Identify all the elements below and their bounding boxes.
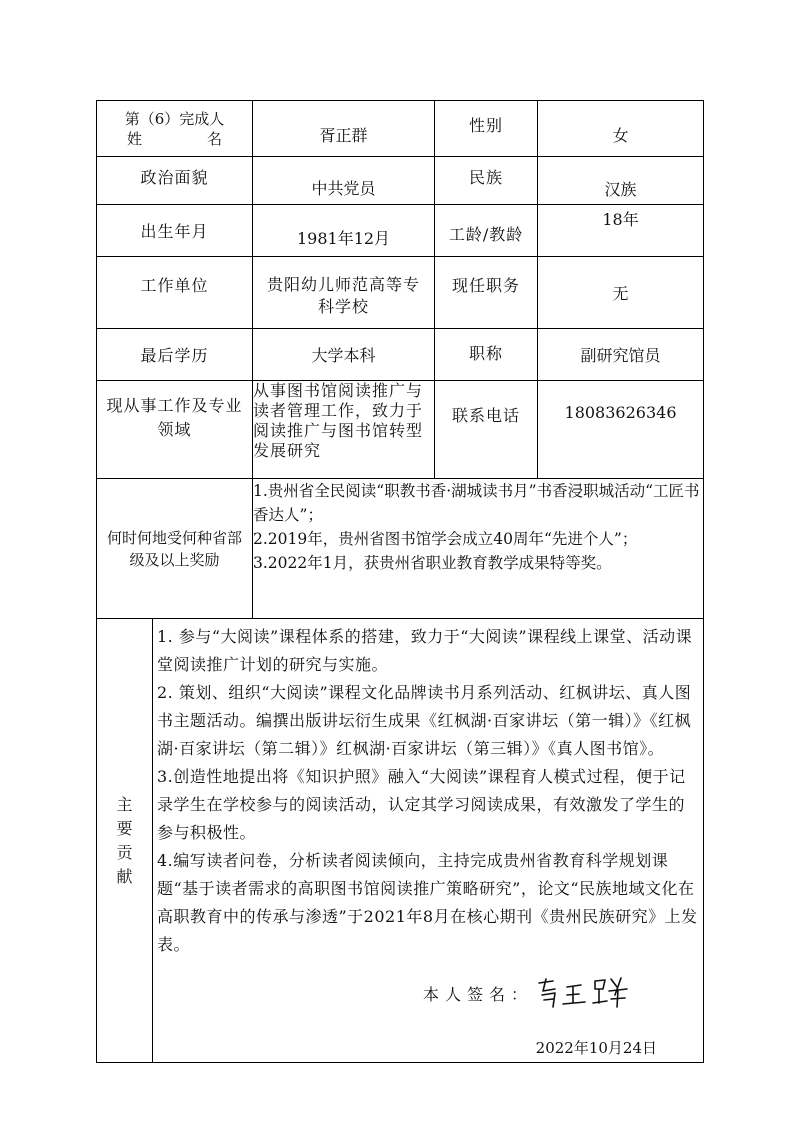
contrib-content <box>153 619 704 1063</box>
phone-label: 联系电话 <box>435 381 538 479</box>
position-value: 无 <box>538 257 704 329</box>
row-education <box>97 329 704 381</box>
political-label: 政治面貌 <box>97 157 253 205</box>
seniority-label: 工龄/教龄 <box>435 205 538 257</box>
row-contributions <box>97 619 704 1063</box>
personnel-form-table <box>96 100 704 1063</box>
contrib-item: 3.创造性地提出将《知识护照》融入“大阅读”课程育人模式过程，便于记录学生在学校参与的阅读活动，认定其学习阅读成果，有效激发了学生的参与积极性。 <box>157 767 686 842</box>
award-item: 3.2022年1月，获贵州省职业教育教学成果特等奖。 <box>253 554 612 572</box>
seniority-value: 18年 <box>538 205 704 257</box>
contrib-label-cell <box>97 619 153 1063</box>
awards-label-text: 何时何地受何种省部级及以上奖励 <box>107 528 243 569</box>
contrib-item: 4.编写读者问卷，分析读者阅读倾向，主持完成贵州省教育科学规划课题“基于读者需求的高职图书馆阅读推广策略研究”，论文“民族地域文化在高职教育中的传承与渗透”于2021年8月在核心期刊《贵州民族研究》上发表。 <box>157 851 698 954</box>
award-item: 2.2019年，贵州省图书馆学会成立40周年“先进个人”； <box>253 530 638 548</box>
contrib-item: 2. 策划、组织“大阅读”课程文化品牌读书月系列活动、红枫讲坛、真人图书主题活动。编撰出版讲坛衍生成果《红枫湖·百家讲坛（第一辑）》《红枫湖·百家讲坛（第二辑）》红枫湖·百家讲坛（第三辑）》《真人图书馆》。 <box>157 683 692 758</box>
employer-label: 工作单位 <box>97 257 253 329</box>
employer-value-text: 贵阳幼儿师范高等专科学校 <box>267 274 421 316</box>
handwritten-signature <box>533 973 633 1013</box>
field-label-text: 现从事工作及专业领域 <box>106 395 243 439</box>
name-label-line1: 第（6）完成人 <box>124 109 225 128</box>
contrib-item: 1. 参与“大阅读”课程体系的搭建，致力于“大阅读”课程线上课堂、活动课堂阅读推广计划的研究与实施。 <box>157 627 693 674</box>
name-label-cell <box>97 101 253 157</box>
row-birth <box>97 205 704 257</box>
award-item: 1.贵州省全民阅读“职教书香·湖城读书月”书香浸职城活动“工匠书香达人”； <box>253 482 700 524</box>
field-label <box>97 381 253 479</box>
contrib-label: 主要贡献 <box>116 794 133 886</box>
political-value: 中共党员 <box>253 157 435 205</box>
row-political <box>97 157 704 205</box>
gender-value: 女 <box>538 101 704 157</box>
employer-value <box>253 257 435 329</box>
phone-value: 18083626346 <box>538 381 704 479</box>
name-label-char2: 名 <box>207 129 223 148</box>
row-name <box>97 101 704 157</box>
signature-label: 本人签名： <box>423 984 534 1004</box>
row-field <box>97 381 704 479</box>
awards-label <box>97 479 253 619</box>
gender-label: 性别 <box>435 101 538 157</box>
ethnicity-label: 民族 <box>435 157 538 205</box>
row-awards <box>97 479 704 619</box>
position-label: 现任职务 <box>435 257 538 329</box>
name-value: 胥正群 <box>253 101 435 157</box>
title-label: 职称 <box>435 329 538 381</box>
row-employer <box>97 257 704 329</box>
signature-row <box>153 973 703 1013</box>
education-label: 最后学历 <box>97 329 253 381</box>
field-value: 从事图书馆阅读推广与读者管理工作，致力于阅读推广与图书馆转型发展研究 <box>253 381 435 479</box>
signature-date: 2022年10月24日 <box>535 1039 658 1057</box>
birth-value: 1981年12月 <box>253 205 435 257</box>
birth-label: 出生年月 <box>97 205 253 257</box>
education-value: 大学本科 <box>253 329 435 381</box>
ethnicity-value: 汉族 <box>538 157 704 205</box>
awards-list <box>253 479 704 619</box>
name-label-char1: 姓 <box>127 129 143 148</box>
title-value: 副研究馆员 <box>538 329 704 381</box>
